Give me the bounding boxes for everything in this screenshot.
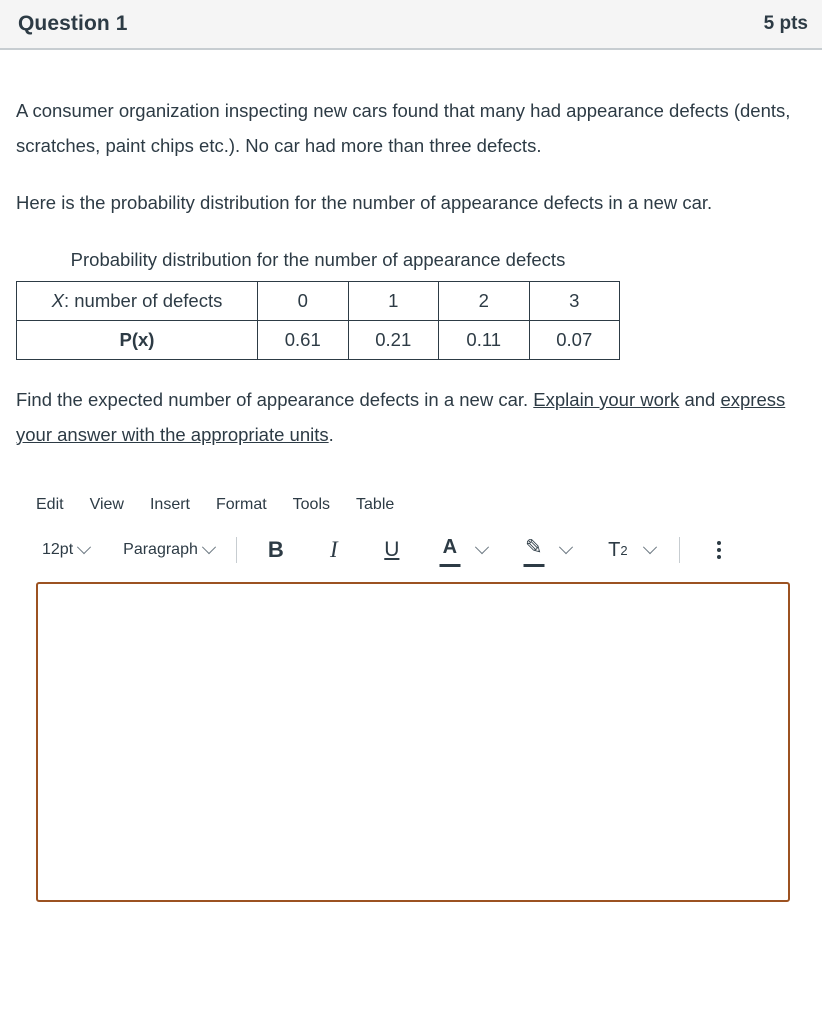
menu-item-tools[interactable]: Tools (292, 496, 331, 513)
block-format-dropdown[interactable] (115, 537, 222, 563)
menu-item-table[interactable]: Table (356, 496, 395, 513)
menu-item-insert[interactable]: Insert (149, 496, 190, 513)
highlight-icon[interactable]: ✎ (517, 532, 551, 569)
x-variable-label: : number of defects (63, 290, 223, 311)
prompt-underlined-explain: Explain your work (533, 389, 680, 410)
table-cell-x-2: 2 (439, 282, 530, 321)
font-size-value: 12pt (42, 541, 74, 558)
superscript-base: T (608, 538, 621, 561)
chevron-down-icon (643, 540, 657, 554)
table-cell-x-0: 0 (258, 282, 349, 321)
table-cell-x-1: 1 (348, 282, 439, 321)
table-row-header-p: P(x) (17, 321, 258, 360)
highlight-dropdown[interactable] (553, 541, 579, 559)
text-color-dropdown[interactable] (469, 541, 495, 559)
question-paragraph-2: Here is the probability distribution for the number of appearance defects in a new car. (16, 192, 713, 213)
probability-distribution-table (16, 281, 620, 360)
table-cell-p-2: 0.11 (439, 321, 530, 360)
question-points: 5 pts (763, 13, 808, 34)
table-row (17, 321, 620, 360)
kebab-dot (717, 548, 721, 552)
superscript-dropdown[interactable] (637, 541, 663, 559)
italic-button[interactable]: I (330, 537, 338, 562)
table-cell-p-3: 0.07 (529, 321, 620, 360)
table-cell-p-0: 0.61 (258, 321, 349, 360)
chevron-down-icon (202, 540, 216, 554)
toolbar-divider (236, 537, 237, 563)
distribution-table-block (16, 242, 802, 360)
table-row (17, 282, 620, 321)
kebab-dot (717, 555, 721, 559)
prompt-tail: . (328, 424, 334, 445)
underline-button[interactable]: U (384, 538, 400, 561)
more-options-icon[interactable] (706, 535, 732, 565)
font-size-dropdown[interactable] (34, 537, 97, 563)
answer-text-area[interactable] (36, 582, 790, 902)
question-header (0, 0, 822, 50)
block-format-value: Paragraph (123, 541, 198, 558)
chevron-down-icon (559, 540, 573, 554)
distribution-table-caption: Probability distribution for the number of appearance defects (70, 249, 566, 270)
chevron-down-icon (475, 540, 489, 554)
table-row-header-x (17, 282, 258, 321)
rich-content-editor (0, 488, 822, 902)
x-variable: X (51, 290, 64, 311)
menu-item-edit[interactable]: Edit (36, 496, 64, 513)
question-prompt (16, 382, 802, 452)
editor-menubar (16, 488, 806, 522)
menu-item-format[interactable]: Format (215, 496, 267, 513)
menu-item-view[interactable]: View (89, 496, 124, 513)
prompt-lead: Find the expected number of appearance defects in a new car. (16, 389, 534, 410)
prompt-underlined-units: express your answer with the appropriate units (16, 389, 786, 445)
question-paragraph-1: A consumer organization inspecting new cars found that many had appearance defects (dents, scratches, paint chips etc.). No car had more than three defects. (16, 100, 791, 156)
question-content (0, 93, 822, 452)
page-title: Question 1 (18, 12, 128, 35)
superscript-icon[interactable] (601, 534, 635, 566)
superscript-exponent: 2 (620, 542, 628, 558)
table-cell-x-3: 3 (529, 282, 620, 321)
text-color-icon[interactable]: A (433, 532, 467, 569)
bold-button[interactable]: B (267, 537, 284, 562)
toolbar-divider (679, 537, 680, 563)
kebab-dot (717, 541, 721, 545)
prompt-middle: and (679, 389, 721, 410)
editor-toolbar (16, 528, 806, 572)
chevron-down-icon (77, 540, 91, 554)
table-cell-p-1: 0.21 (348, 321, 439, 360)
